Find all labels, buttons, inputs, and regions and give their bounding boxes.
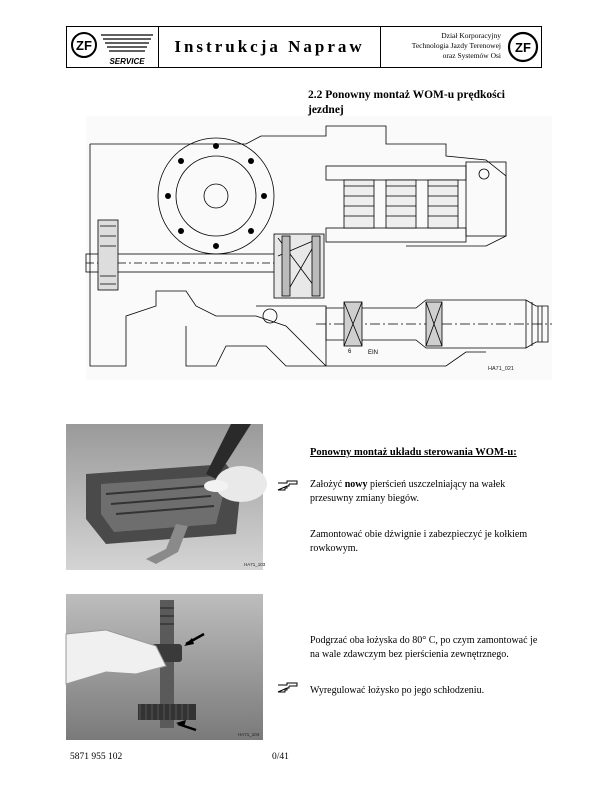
instruction-paragraph (310, 478, 535, 506)
page-number: 0/41 (272, 752, 289, 762)
document-number: 5871 955 102 (70, 752, 123, 762)
photo-id-label: HA71_103 (244, 562, 266, 567)
zf-service-logo (67, 27, 159, 67)
section-heading: 2.2 Ponowny montaż WOM-u prędkości jezdnej (308, 89, 505, 116)
text-span: Założyć (310, 479, 345, 490)
dept-line: Dział Korporacyjny (441, 31, 501, 40)
dept-line: oraz Systemów Osi (442, 51, 501, 60)
department-block (385, 31, 501, 61)
subsection-heading: Ponowny montaż układu sterowania WOM-u: (310, 447, 517, 458)
drawing-annotation: 6 (348, 349, 352, 355)
dept-line: Technologia Jazdy Terenowej (411, 41, 501, 50)
photo-shaft-bearing (66, 594, 263, 740)
drawing-annotation: EIN (368, 350, 379, 356)
instruction-paragraph: Zamontować obie dźwignie i zabezpieczyć je kołkiem rowkowym. (310, 529, 528, 554)
pointing-hand-icon (277, 478, 299, 492)
zf-logo-text: ZF (515, 40, 531, 55)
instruction-paragraph: Wyregulować łożysko po jego schłodzeniu. (310, 685, 485, 696)
manual-title: Instrukcja Napraw (174, 37, 365, 56)
zf-logo-text: ZF (76, 38, 92, 53)
instruction-paragraph: Podgrzać oba łożyska do 80° C, po czym zamontować je na wale zdawczym bez pierścienia zewnętrznego. (310, 635, 538, 660)
emphasis-text: nowy (344, 479, 368, 490)
page-header (66, 26, 542, 68)
zf-logo-icon (507, 31, 539, 63)
title-cell (159, 27, 381, 67)
text-span: pierścień uszczelniający na wałek przesuwny zmiany biegów. (310, 479, 506, 504)
photo-id-label: HA71_104 (238, 732, 260, 737)
photo-lever-assembly (66, 424, 266, 570)
drawing-id-label: HA71_021 (488, 366, 514, 372)
gearbox-cross-section-drawing (86, 116, 552, 380)
pointing-hand-icon (277, 680, 299, 694)
service-label: SERVICE (109, 57, 145, 66)
